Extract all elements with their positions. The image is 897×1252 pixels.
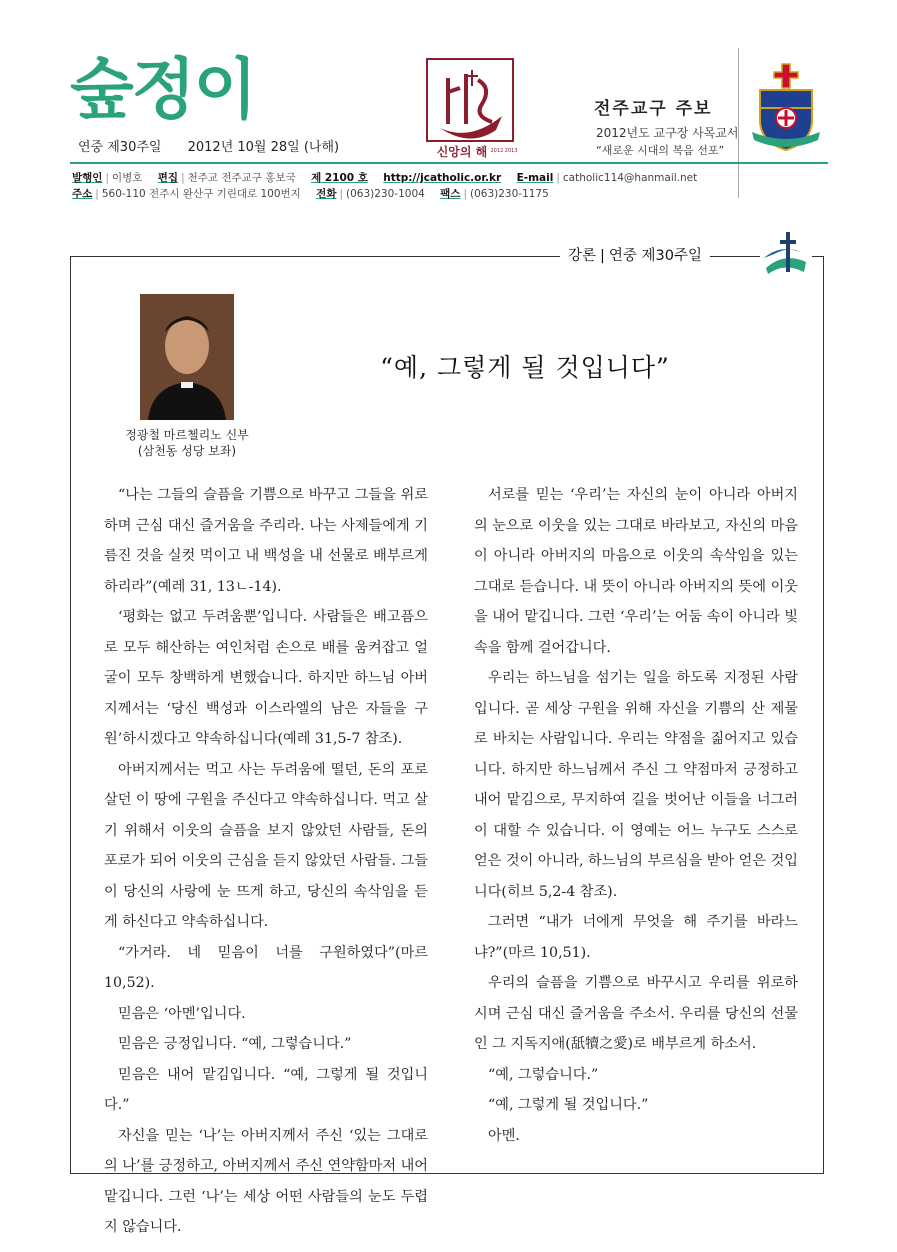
article-column-left bbox=[104, 480, 428, 1243]
phone-label: 전화 bbox=[316, 188, 337, 200]
editor-value: 천주교 전주교구 홍보국 bbox=[187, 172, 296, 184]
author-parish: (삼천동 성당 보좌) bbox=[137, 444, 237, 458]
paragraph: 서로를 믿는 ‘우리’는 자신의 눈이 아니라 아버지의 눈으로 이웃을 있는 그대로 바라보고, 자신의 마음이 아니라 아버지의 마음으로 이웃의 속삭임을 있는 그대로 듣습니다. 내 뜻이 아니라 아버지의 뜻에 이웃을 내어 맡깁니다. 그런 ‘우리’는 어둠 속이 아니라 빛 속을 함께 걸어갑니다. bbox=[474, 487, 798, 656]
year-of-faith-years: 2012 2013 bbox=[490, 148, 518, 154]
paragraph: 믿음은 긍정입니다. “예, 그렇습니다.” bbox=[118, 1036, 352, 1052]
paragraph: ‘평화는 없고 두려움뿐’입니다. 사람들은 배고픔으로 모두 해산하는 여인처럼 손으로 배를 움켜잡고 얼굴이 모두 창백하게 변했습니다. 하지만 하느님 아버지께서는 ‘당신 백성과 이스라엘의 남은 자들을 구원’하시겠다고 약속하십니다(예레 31,5-7 참조). bbox=[104, 609, 428, 747]
fax-label: 팩스 bbox=[440, 188, 461, 200]
publisher-label: 발행인 bbox=[72, 172, 103, 184]
paragraph: 아멘. bbox=[488, 1127, 520, 1144]
cross-wave-icon bbox=[760, 228, 812, 276]
address-value: 560-110 전주시 완산구 기린대로 100번지 bbox=[101, 188, 301, 200]
issue-number: 제 2100 호 bbox=[311, 172, 368, 184]
contact-info-row: 주소 | 560-110 전주시 완산구 기린대로 100번지 전화 | (063)230-1004 팩스 | (063)230-1175 bbox=[72, 188, 549, 200]
diocese-crest-icon bbox=[750, 62, 822, 154]
issue-line bbox=[78, 136, 361, 155]
phone-value: (063)230-1004 bbox=[346, 188, 425, 200]
masthead-rule bbox=[70, 162, 828, 164]
issue-date: 2012년 10월 28일 (나해) bbox=[187, 140, 340, 155]
year-of-faith-label: 신앙의 해 bbox=[436, 145, 488, 159]
paragraph: 우리는 하느님을 섬기는 일을 하도록 지정된 사람입니다. 곧 세상 구원을 위해 자신을 기쁨의 산 제물로 바치는 사람입니다. 우리는 약점을 짊어지고 있습니다. 하지만 하느님께서 주신 그 약점마저 긍정하고 내어 맡김으로, 무지하여 길을 벗어난 이들을 너그러이 대할 수 있습니다. 이 영예는 어느 누구도 스스로 얻은 것이 아니라, 하느님의 부르심을 받아 얻은 것입니다(히브 5,2-4 참조). bbox=[474, 670, 798, 900]
masthead-divider bbox=[738, 48, 739, 198]
paragraph: “가거라. 네 믿음이 너를 구원하였다”(마르 10,52). bbox=[104, 944, 428, 991]
bulletin-logo-title: 숲정이 bbox=[70, 51, 256, 128]
email-label: E-mail bbox=[516, 172, 554, 184]
paragraph: “예, 그렇습니다.” bbox=[488, 1066, 599, 1083]
diocese-bulletin-name: 전주교구 주보 bbox=[594, 99, 713, 119]
article-column-right bbox=[474, 480, 798, 1151]
author-name: 정광철 마르첼리노 신부 bbox=[125, 428, 249, 442]
paragraph: 아버지께서는 먹고 사는 두려움에 떨던, 돈의 포로 살던 이 땅에 구원을 주신다고 약속하십니다. 먹고 살기 위해서 이웃의 슬픔을 보지 않았던 사람들, 돈의 포로가 되어 이웃의 근심을 듣지 않았던 사람들. 그들이 당신의 사랑에 눈 뜨게 하고, 당신의 속삭임을 듣게 하신다고 약속하십니다. bbox=[104, 761, 428, 930]
issue-week: 연중 제30주일 bbox=[78, 140, 162, 155]
address-label: 주소 bbox=[72, 188, 93, 200]
fax-value: (063)230-1175 bbox=[470, 188, 549, 200]
website-link[interactable]: http://jcatholic.or.kr bbox=[383, 172, 502, 184]
section-label: 강론 bbox=[568, 248, 597, 264]
paragraph: “나는 그들의 슬픔을 기쁨으로 바꾸고 그들을 위로하며 근심 대신 즐거움을 주리라. 나는 사제들에게 기름진 것을 실컷 먹이고 내 백성을 내 선물로 배부르게 하리라”(예레 31, 13ㄴ-14). bbox=[104, 487, 428, 595]
email-value[interactable]: catholic114@hanmail.net bbox=[562, 172, 698, 184]
paragraph: “예, 그렇게 될 것입니다.” bbox=[488, 1097, 649, 1113]
paragraph: 믿음은 ‘아멘’입니다. bbox=[118, 1005, 246, 1022]
paragraph: 믿음은 내어 맡김입니다. “예, 그렇게 될 것입니다.” bbox=[104, 1066, 428, 1113]
pastoral-letter-title: 2012년도 교구장 사목교서 bbox=[596, 126, 739, 140]
paragraph: 우리의 슬픔을 기쁨으로 바꾸시고 우리를 위로하시며 근심 대신 즐거움을 주소서. 우리를 당신의 선물인 그 지독지애(舐犢之愛)로 배부르게 하소서. bbox=[474, 975, 798, 1052]
year-of-faith-emblem bbox=[426, 58, 518, 162]
publication-info-row: 발행인 | 이병호 편집 | 천주교 전주교구 홍보국 제 2100 호 http://jcatholic.or.kr E-mail | catholic114@hanmail.net bbox=[72, 172, 698, 184]
section-week: 연중 제30주일 bbox=[608, 248, 703, 264]
pastoral-letter-motto: “새로운 시대의 복음 선포” bbox=[596, 144, 725, 157]
section-heading: 강론 | 연중 제30주일 bbox=[560, 244, 710, 265]
publisher-value: 이병호 bbox=[111, 172, 143, 184]
editor-label: 편집 bbox=[157, 172, 179, 184]
paragraph: 자신을 믿는 ‘나’는 아버지께서 주신 ‘있는 그대로의 나’를 긍정하고, 아버지께서 주신 연약함마저 내어 맡깁니다. 그런 ‘나’는 세상 어떤 사람들의 눈도 두렵지 않습니다. bbox=[104, 1127, 428, 1235]
author-portrait bbox=[140, 294, 234, 420]
article-title: “예, 그렇게 될 것입니다” bbox=[380, 353, 670, 382]
paragraph: 그러면 “내가 너에게 무엇을 해 주기를 바라느냐?”(마르 10,51). bbox=[474, 914, 798, 961]
